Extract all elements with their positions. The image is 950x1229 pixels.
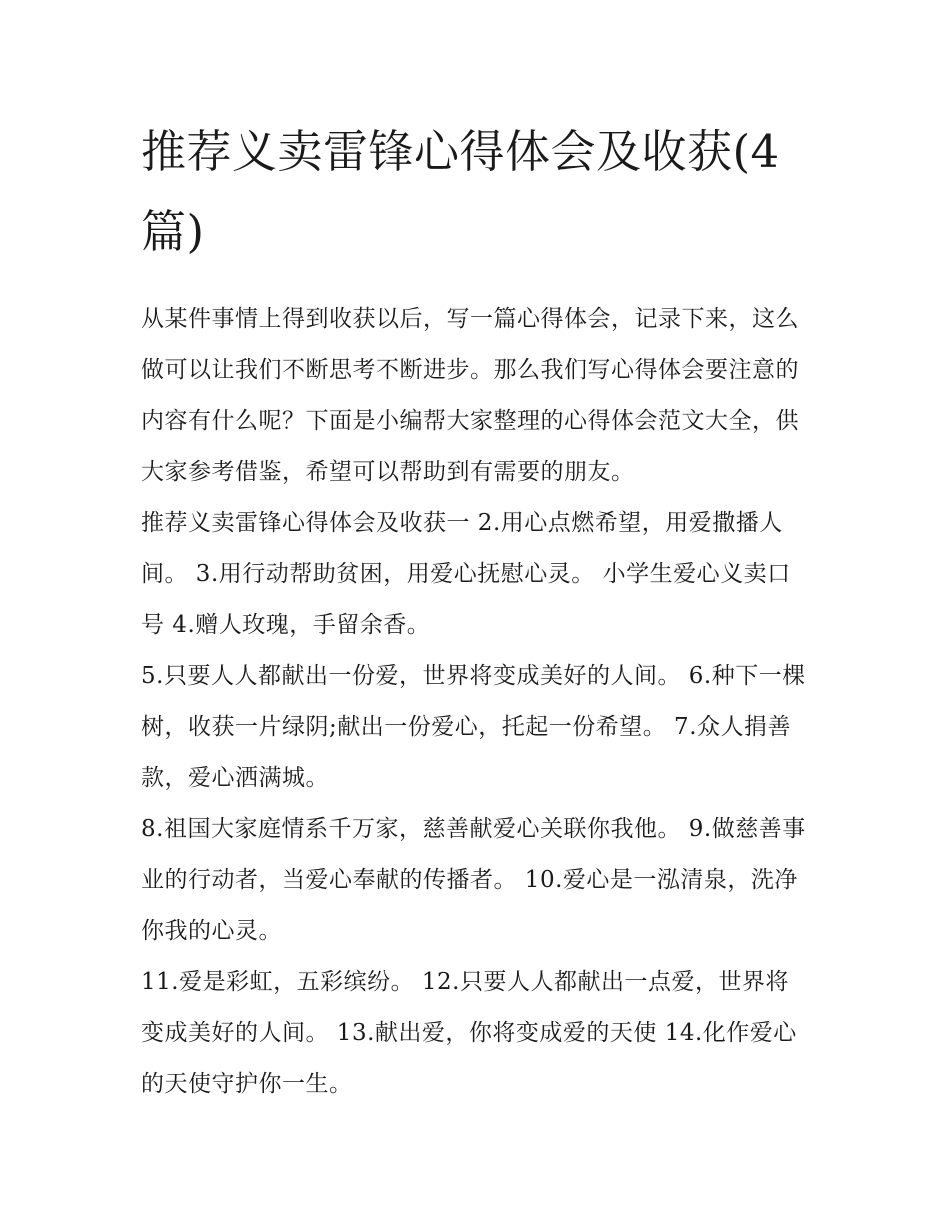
document-body xyxy=(141,112,811,1110)
paragraph-intro: 从某件事情上得到收获以后，写一篇心得体会，记录下来，这么做可以让我们不断思考不断进步。那么我们写心得体会要注意的内容有什么呢？下面是小编帮大家整理的心得体会范文大全，供大家参考借鉴，希望可以帮助到有需要的朋友。 xyxy=(141,306,799,485)
paragraph-3: 8.祖国大家庭情系千万家，慈善献爱心关联你我他。 9.做慈善事业的行动者，当爱心奉献的传播者。 10.爱心是一泓清泉，洗净你我的心灵。 xyxy=(141,816,806,944)
paragraph-1: 推荐义卖雷锋心得体会及收获一 2.用心点燃希望，用爱撒播人间。 3.用行动帮助贫困，用爱心抚慰心灵。 小学生爱心义卖口号 4.赠人玫瑰，手留余香。 xyxy=(141,510,791,638)
paragraph-2: 5.只要人人都献出一份爱，世界将变成美好的人间。 6.种下一棵树，收获一片绿阴;献出一份爱心，托起一份希望。 7.众人捐善款，爱心洒满城。 xyxy=(141,663,806,791)
paragraph-4: 11.爱是彩虹，五彩缤纷。 12.只要人人都献出一点爱，世界将变成美好的人间。 13.献出爱，你将变成爱的天使 14.化作爱心的天使守护你一生。 xyxy=(141,969,797,1097)
document-title: 推荐义卖雷锋心得体会及收获(4篇) xyxy=(141,125,780,258)
